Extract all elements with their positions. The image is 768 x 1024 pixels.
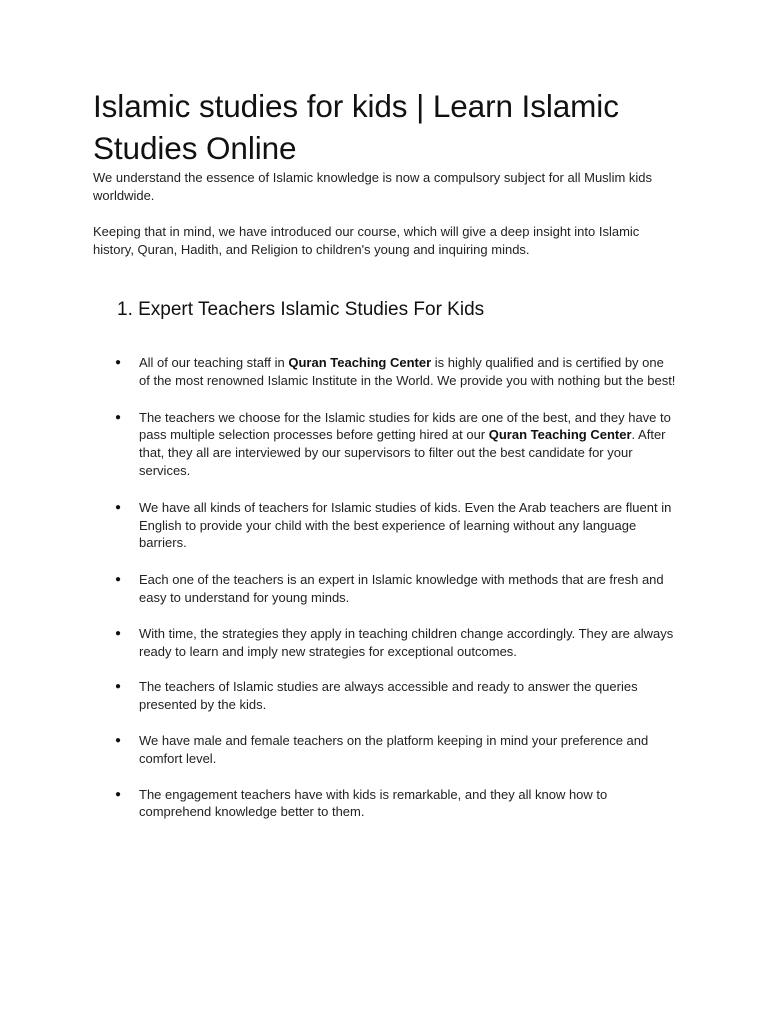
bullet-icon: ● [115, 788, 122, 800]
list-item-text: . After that, they all are interviewed by our supervisors to filter out the best candidate for your services. [139, 427, 666, 478]
bullet-icon: ● [115, 411, 122, 423]
list-item-text: All of our teaching staff in [139, 355, 289, 370]
intro-paragraph: We understand the essence of Islamic knowledge is now a compulsory subject for all Muslim kids worldwide. [93, 170, 653, 203]
list-item-text: With time, the strategies they apply in teaching children change accordingly. They are always ready to learn and imply new strategies for exceptional outcomes. [139, 625, 674, 659]
list-item [93, 625, 678, 661]
bullet-icon: ● [115, 357, 122, 368]
list-item [93, 409, 678, 480]
bullet-icon: ● [115, 734, 122, 746]
list-item [93, 354, 678, 390]
bullet-icon: ● [115, 681, 122, 693]
list-item-text: Each one of the teachers is an expert in Islamic knowledge with methods that are fresh and easy to understand for young minds. [139, 572, 664, 605]
list-item [93, 571, 678, 607]
page-title: Islamic studies for kids | Learn Islamic Studies Online [93, 88, 619, 166]
list-item [93, 678, 678, 714]
center-name: Quran Teaching Center [288, 355, 432, 370]
bullet-icon: ● [115, 627, 122, 639]
center-name: Quran Teaching Center [488, 427, 632, 443]
list-item-text: is highly qualified and is certified by one of the most renowned Islamic Institute in the World. We provide you with nothing but the best! [139, 355, 676, 388]
list-item-text: We have male and female teachers on the platform keeping in mind your preference and comfort level. [139, 732, 649, 766]
intro-paragraph: Keeping that in mind, we have introduced our course, which will give a deep insight into Islamic history, Quran, Hadith, and Religion to children's young and inquiring minds. [93, 224, 640, 257]
list-item-text: We have all kinds of teachers for Islamic studies of kids. Even the Arab teachers are fluent in English to provide your child with the best experience of learning without any language barriers. [139, 499, 672, 551]
section-heading: 1. Expert Teachers Islamic Studies For Kids [117, 299, 485, 320]
list-item [93, 786, 678, 822]
bullet-icon: ● [115, 501, 122, 513]
list-item-text: The teachers of Islamic studies are always accessible and ready to answer the queries presented by the kids. [139, 679, 638, 713]
list-item-text: The engagement teachers have with kids is remarkable, and they all know how to comprehend knowledge better to them. [139, 786, 608, 820]
list-item [93, 499, 678, 552]
bullet-list [93, 354, 678, 821]
document-page [93, 85, 678, 839]
list-item [93, 732, 678, 768]
bullet-icon: ● [115, 574, 122, 586]
list-item-text: The teachers we choose for the Islamic studies for kids are one of the best, and they have to pass multiple selection processes before getting hired at our [139, 409, 671, 443]
